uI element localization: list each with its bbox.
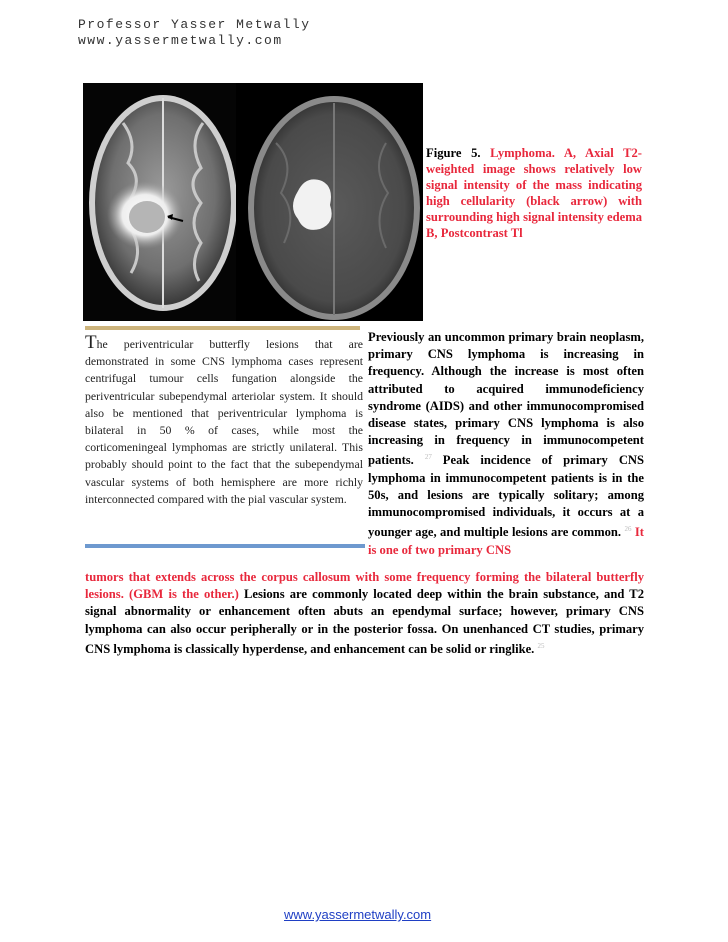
- left-column-paragraph: [85, 334, 363, 508]
- footer-website-link[interactable]: www.yassermetwally.com: [284, 907, 432, 922]
- right-column-paragraph: [368, 329, 644, 559]
- left-column-text: he periventricular butterfly lesions that are demonstrated in some CNS lymphoma cases represent centrifugal tumour cells fungation alongside the periventricular subependymal arteriolar system. It should also be mentioned that periventricular lymphoma is bilateral in 50 % of cases, while most the corticomeningeal lymphomas are strictly unilateral. This probably should point to the fact that the subependymal vascular systems of both hemisphere are more richly interconnected compared with the pial vascular system.: [85, 337, 363, 506]
- right-red-text: It is one of two primary CNS: [368, 525, 644, 557]
- mri-image-a-t2: [83, 83, 236, 321]
- reference-27: 27: [424, 453, 432, 462]
- figure-caption: [426, 145, 642, 242]
- figure-label: Figure 5.: [426, 146, 481, 160]
- divider-blue: [85, 544, 365, 548]
- drop-cap: T: [85, 332, 97, 353]
- wide-red-text: tumors that extends across the corpus callosum with some frequency forming the bilateral butterfly lesions. (GBM is the other.): [85, 570, 644, 602]
- reference-26: 26: [624, 525, 632, 534]
- right-text-1: Previously an uncommon primary brain neoplasm, primary CNS lymphoma is increasing in frequency. Although the increase is most often attributed to acquired immunodeficiency syndrome (AIDS) and other immunocompromised disease states, primary CNS lymphoma is also increasing in frequency in immunocompetent patients.: [368, 330, 644, 468]
- wide-text: Lesions are commonly located deep within the brain substance, and T2 signal abnormality or enhancement often abuts an ependymal surface; however, primary CNS lymphoma can also occur peripherally or in the posterior fossa. On unenhanced CT studies, primary CNS lymphoma is classically hyperdense, and enhancement can be solid or ringlike.: [85, 587, 644, 656]
- header-website: www.yassermetwally.com: [78, 33, 283, 48]
- mri-image-b-postcontrast: [236, 83, 423, 321]
- author-name: Professor Yasser Metwally: [78, 17, 311, 32]
- mri-figure: [83, 83, 423, 321]
- page-header: [78, 17, 311, 49]
- wide-paragraph: [85, 569, 644, 658]
- right-text-2: Peak incidence of primary CNS lymphoma in immunocompetent patients is in the 50s, and lesions are typically solitary; among immunocompromised individuals, it occurs at a younger age, and multiple lesions are common.: [368, 453, 645, 540]
- reference-25: 25: [537, 641, 545, 650]
- divider-tan: [85, 326, 360, 330]
- figure-caption-text: Lymphoma. A, Axial T2-weighted image shows relatively low signal intensity of the mass indicating high cellularity (black arrow) with surrounding high signal intensity edema B, Postcontrast Tl: [426, 146, 643, 241]
